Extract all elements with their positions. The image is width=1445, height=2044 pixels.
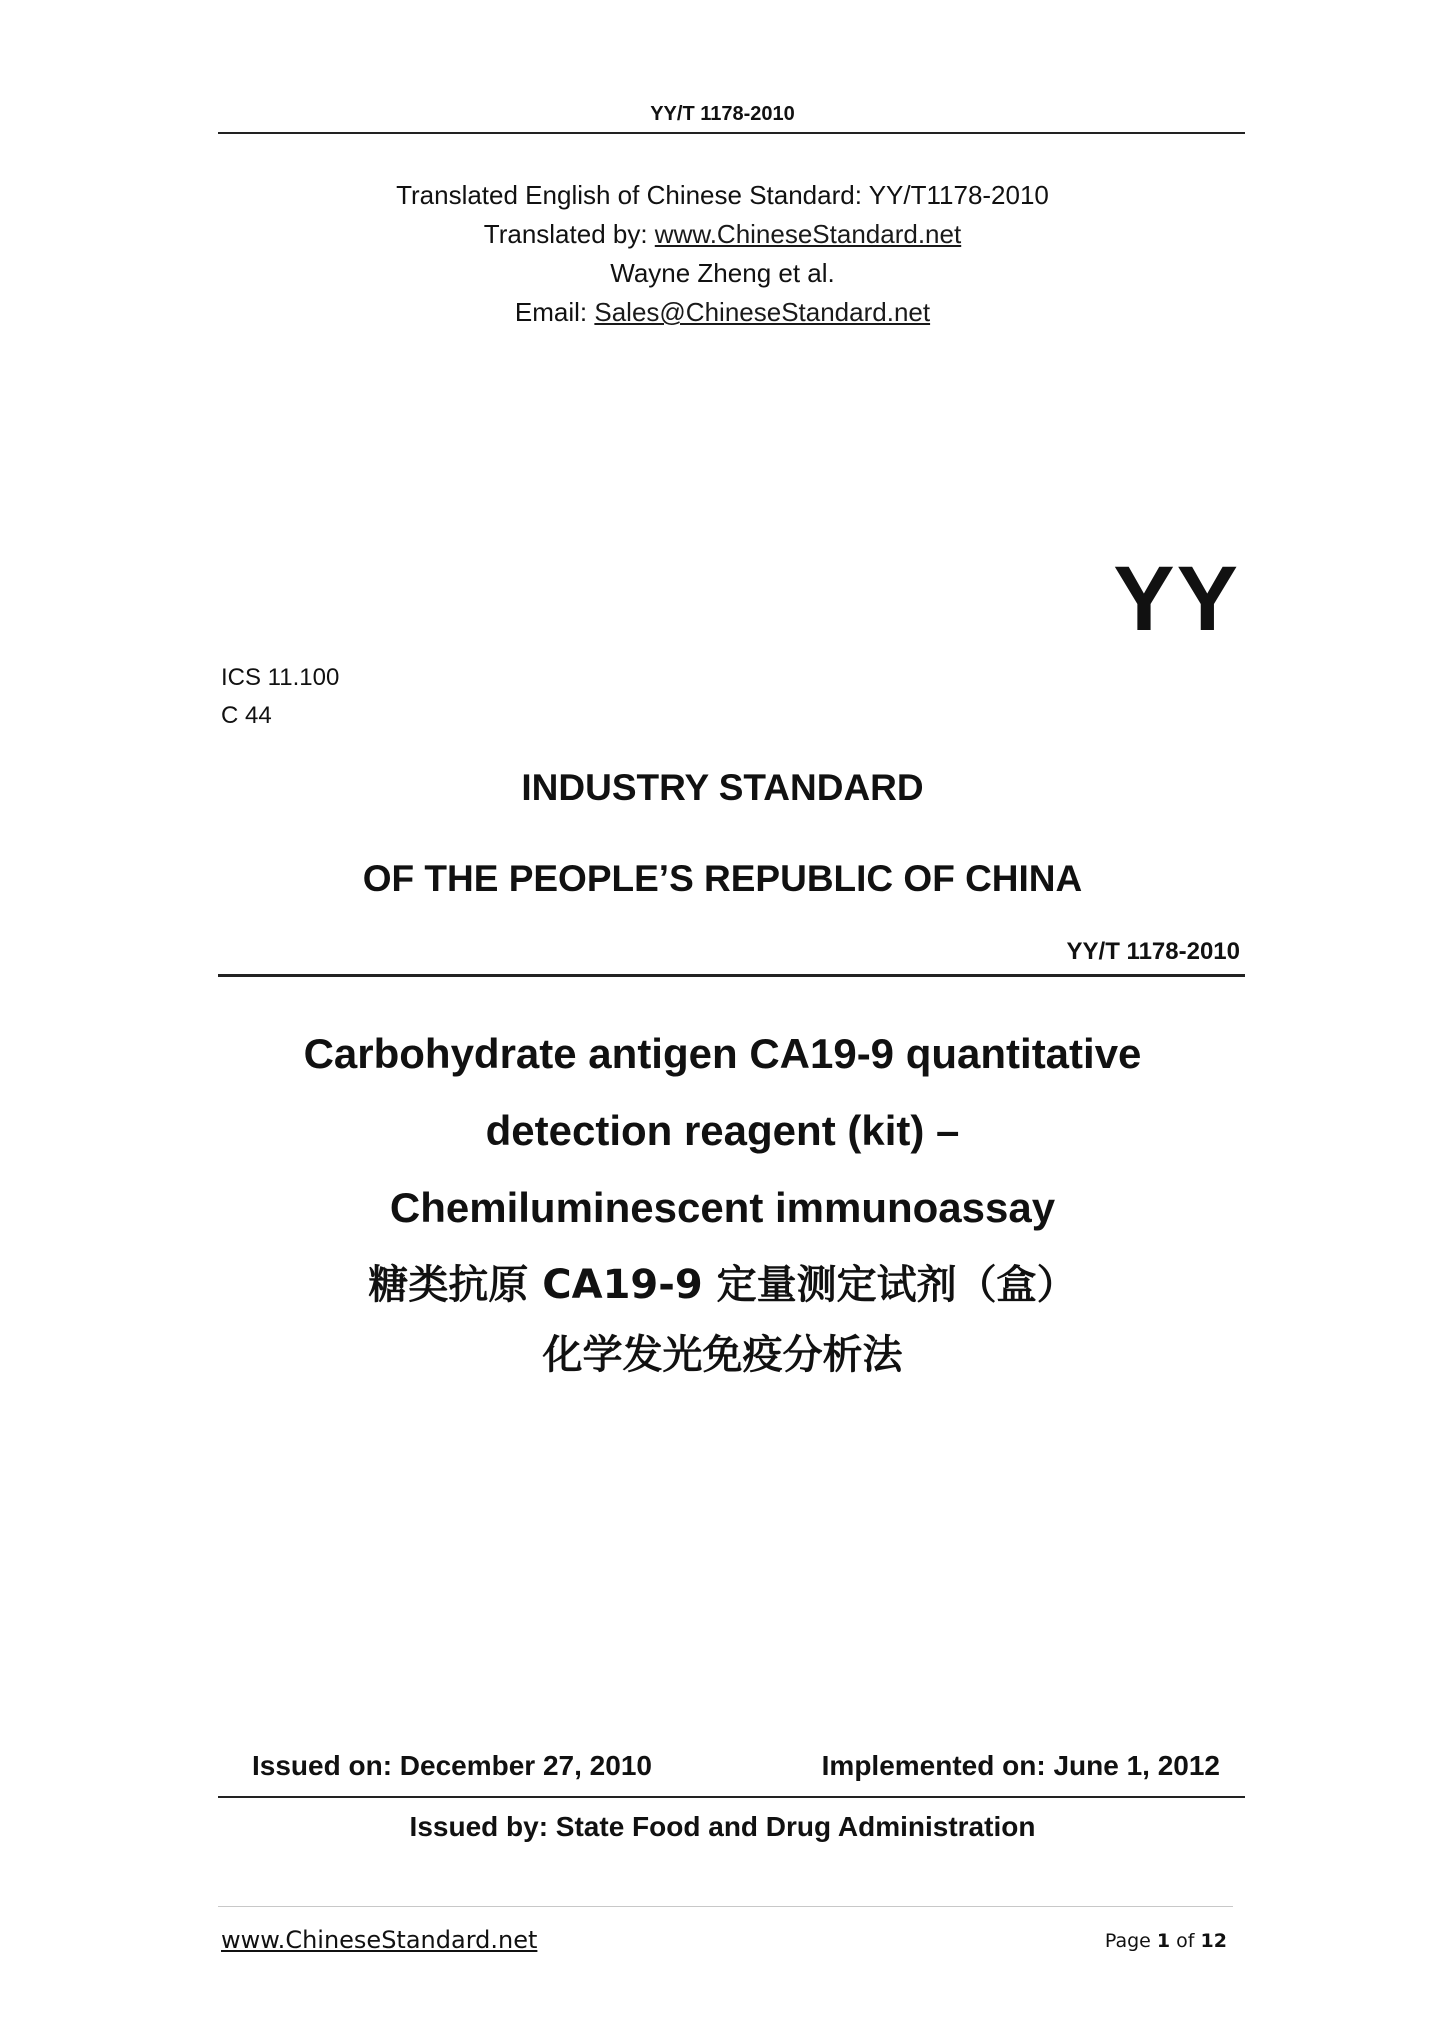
page-current: 1 <box>1156 1930 1171 1952</box>
document-title-cn <box>0 1250 1445 1390</box>
translation-line-4 <box>0 293 1445 332</box>
ccs-code: C 44 <box>221 702 272 729</box>
page-total: 12 <box>1200 1930 1227 1952</box>
title-en-line-1: Carbohydrate antigen CA19-9 quantitative <box>303 1030 1142 1077</box>
footer-website-link[interactable]: www.ChineseStandard.net <box>221 1926 538 1954</box>
title-rule <box>218 974 1245 977</box>
implemented-date: Implemented on: June 1, 2012 <box>821 1750 1220 1781</box>
page-of-label: of <box>1170 1930 1201 1952</box>
translator-website-link[interactable]: www.ChineseStandard.net <box>654 219 962 249</box>
email-link[interactable]: Sales@ChineseStandard.net <box>594 297 931 327</box>
standard-code: YY/T 1178-2010 <box>1066 938 1240 965</box>
email-label: Email: <box>514 297 595 327</box>
standard-heading-line-1: INDUSTRY STANDARD <box>521 767 924 808</box>
ics-code: ICS 11.100 <box>221 664 340 691</box>
dates-rule <box>218 1796 1245 1798</box>
issued-by: Issued by: State Food and Drug Administration <box>409 1811 1036 1842</box>
translation-line-3: Wayne Zheng et al. <box>610 258 835 288</box>
document-title-en <box>0 1015 1445 1246</box>
title-en-line-3: Chemiluminescent immunoassay <box>389 1184 1056 1231</box>
title-cn-line-2: 化学发光免疫分析法 <box>542 1332 903 1378</box>
page-label: Page <box>1104 1930 1157 1952</box>
translation-info <box>0 176 1445 332</box>
page-number <box>1105 1930 1227 1952</box>
header-standard-code: YY/T 1178-2010 <box>650 103 795 125</box>
issued-date: Issued on: December 27, 2010 <box>252 1750 652 1781</box>
translated-by-label: Translated by: <box>483 219 655 249</box>
yy-logo: YY <box>1113 548 1240 650</box>
title-cn-line-1: 糖类抗原 CA19-9 定量测定试剂（盒） <box>368 1262 1077 1308</box>
footer-rule <box>218 1906 1233 1907</box>
title-en-line-2: detection reagent (kit) – <box>485 1107 960 1154</box>
standard-heading-line-2: OF THE PEOPLE’S REPUBLIC OF CHINA <box>362 858 1083 899</box>
translation-line-1: Translated English of Chinese Standard: YY/T1178-2010 <box>396 180 1049 210</box>
translation-line-2 <box>0 215 1445 254</box>
header-rule <box>218 132 1245 134</box>
